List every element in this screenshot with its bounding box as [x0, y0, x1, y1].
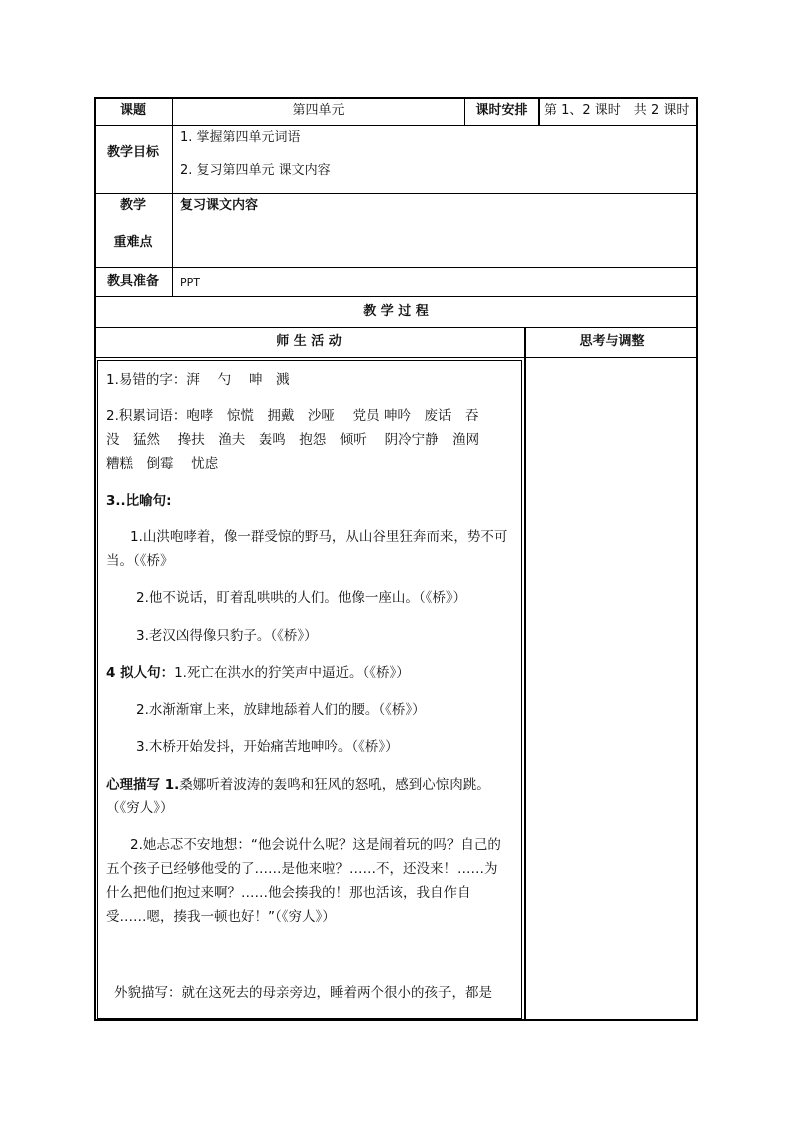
- content-paragraph: 糟糕 倒霉 忧虑: [106, 456, 219, 472]
- content-paragraph: 2.她忐忑不安地想：“他会说什么呢？这是闹着玩的吗？自己的: [130, 837, 501, 853]
- content-paragraph: 1.易错的字：湃 勺 呻 溅: [106, 372, 290, 388]
- row-divider: [94, 267, 698, 268]
- objective-item: 1. 掌握第四单元词语: [180, 130, 301, 145]
- topic-value: 第四单元: [292, 103, 345, 118]
- objectives-label: 教学目标: [106, 145, 159, 160]
- content-text: 桑娜听着波涛的轰鸣和狂风的怒吼，感到心惊肉跳。: [179, 777, 490, 793]
- col-divider: [172, 97, 173, 296]
- content-paragraph: 当。（《桥》: [106, 553, 174, 569]
- row-divider: [94, 193, 698, 194]
- content-paragraph: 2.水渐渐窜上来，放肆地舔着人们的腰。（《桥》）: [136, 702, 426, 718]
- key-points-value: 复习课文内容: [180, 198, 259, 213]
- row-divider: [94, 357, 698, 358]
- key-points-label-1: 教学: [119, 198, 146, 213]
- schedule-value: 第 1、2 课时 共 2 课时: [544, 103, 690, 118]
- schedule-label: 课时安排: [475, 103, 528, 118]
- content-paragraph: [106, 773, 490, 797]
- tools-value: PPT: [180, 276, 200, 289]
- content-paragraph: （《穷人》）: [106, 800, 174, 816]
- section-heading: 4 拟人句：: [106, 665, 175, 681]
- content-paragraph: 3.木桥开始发抖，开始痛苦地呻吟。（《桥》）: [136, 739, 399, 755]
- row-divider: [94, 327, 698, 328]
- content-paragraph: 什么把他们抱过来啊？……他会揍我的！那也活该，我自作自: [106, 885, 471, 901]
- col-divider: [524, 327, 526, 1021]
- objective-item: 2. 复习第四单元 课文内容: [180, 163, 331, 178]
- section-heading: 心理描写 1.: [106, 777, 180, 793]
- content-paragraph: 2.积累词语：咆哮 惊慌 拥戴 沙哑 党员 呻吟 废话 吞: [106, 408, 479, 424]
- process-title: 教 学 过 程: [363, 304, 429, 319]
- content-paragraph: 1.山洪咆哮着，像一群受惊的野马，从山谷里狂奔而来，势不可: [130, 529, 508, 545]
- lesson-plan-table: [94, 97, 698, 1021]
- col-activity-header: 师 生 活 动: [276, 334, 342, 349]
- topic-label: 课题: [119, 103, 146, 118]
- content-paragraph: [106, 661, 410, 685]
- tools-label: 教具准备: [106, 274, 159, 289]
- content-paragraph: 3.老汉凶得像只豹子。（《桥》）: [136, 628, 318, 644]
- row-divider: [94, 125, 698, 126]
- section-heading: 3..比喻句:: [106, 493, 172, 509]
- col-reflection-header: 思考与调整: [579, 334, 645, 349]
- content-paragraph: 没 猛然 搀扶 渔夫 轰鸣 抱怨 倾听 阴冷宁静 渔网: [106, 432, 480, 448]
- content-paragraph: 2.他不说话，盯着乱哄哄的人们。他像一座山。（《桥》）: [136, 590, 467, 606]
- row-divider: [94, 296, 698, 297]
- content-text: 1.死亡在洪水的狞笑声中逼近。（《桥》）: [174, 665, 410, 681]
- content-paragraph: 受……嗯，揍我一顿也好！”（《穷人》）: [106, 909, 336, 925]
- key-points-label-2: 重难点: [113, 235, 153, 250]
- content-paragraph: 外貌描写：就在这死去的母亲旁边，睡着两个很小的孩子，都是: [114, 985, 492, 1001]
- col-divider: [538, 97, 540, 125]
- content-paragraph: 五个孩子已经够他受的了……是他来啦？……不，还没来！……为: [106, 861, 498, 877]
